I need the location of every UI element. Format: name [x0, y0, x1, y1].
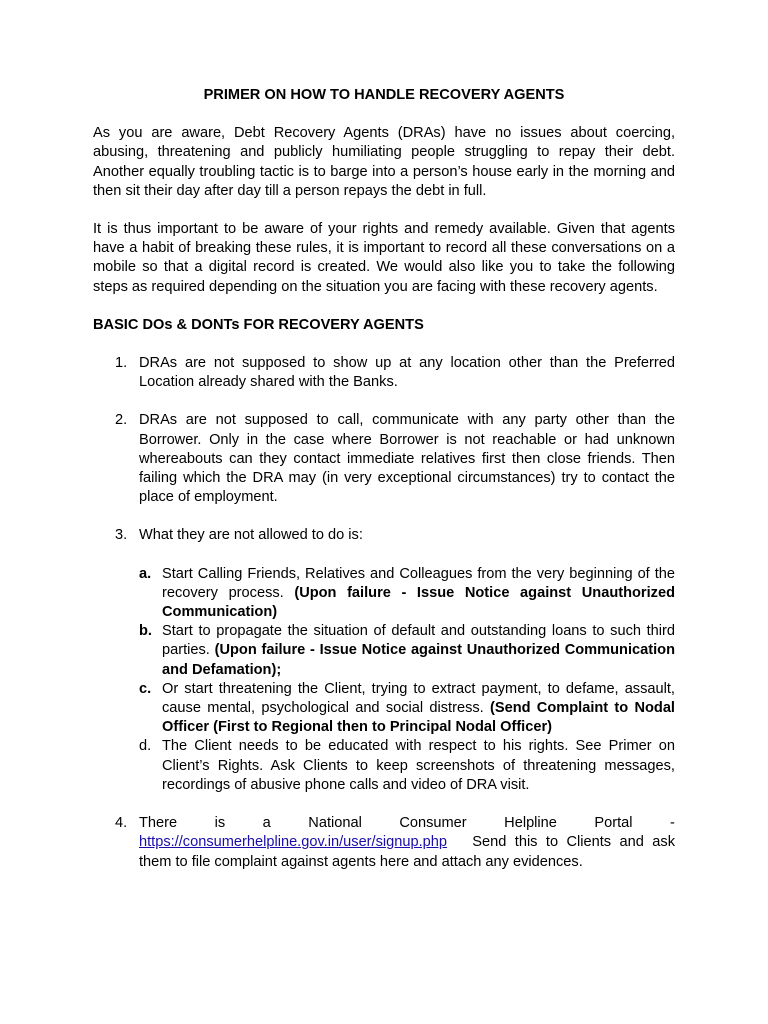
word: Consumer [399, 815, 467, 832]
list-item-1 [93, 354, 675, 392]
sub-item-b [139, 622, 675, 680]
helpline-continuation [139, 833, 680, 871]
sub-item-text: Start Calling Friends, Relatives and Colleagues from the very beginning of the recovery process. [162, 565, 675, 601]
intro-paragraph-2: It is thus important to be aware of your rights and remedy available. Given that agents have a habit of breaking these rules, it is important to record all these conversations on a mobile so that a digital record is created. We would also like you to take the following steps as required depending on the situation you are facing with these recovery agents. [93, 221, 675, 295]
list-item-2 [93, 411, 675, 507]
list-item-number: 4. [115, 815, 128, 832]
sub-item-text: Or start threatening the Client, trying to extract payment, to defame, assault, cause mental, psychological and social distress. [162, 680, 675, 717]
consumer-helpline-link[interactable]: https://consumerhelpline.gov.in/user/signup.php [139, 834, 448, 851]
word: is [214, 815, 226, 832]
list-item-text: DRAs are not supposed to call, communicate with any party other than the Borrower. Only in the case where Borrower is not reachable or had unknown whereabouts can they contact immediate relatives first then close friends. Then failing which the DRA may (in very exceptional circumstances) try to contact the place of employment. [139, 412, 675, 506]
list-item-number: 2. [115, 412, 128, 429]
word: a [262, 815, 271, 832]
list-item-4 [93, 814, 680, 872]
sub-item-letter: d. [139, 738, 152, 755]
list-item-text: DRAs are not supposed to show up at any location other than the Preferred Location already shared with the Banks. [139, 355, 675, 391]
list-item-number: 1. [115, 355, 128, 372]
sub-item-remedy: (Upon failure - Issue Notice against Unauthorized Communication) [162, 584, 675, 621]
word: There [139, 815, 178, 832]
word: Helpline [504, 815, 557, 832]
sub-item-c [139, 680, 675, 738]
section-heading: BASIC DOs & DONTs FOR RECOVERY AGENTS [93, 316, 424, 333]
sub-item-letter: b. [139, 623, 152, 640]
list-item-number: 3. [115, 527, 128, 544]
sub-item-remedy: (Send Complaint to Nodal Officer (First to Regional then to Principal Nodal Officer) [162, 700, 675, 736]
list-item-3 [93, 526, 675, 795]
sub-item-remedy: (Upon failure - Issue Notice against Unauthorized Communication and Defamation); [162, 642, 675, 678]
sub-item-a [139, 565, 675, 623]
sub-item-text: Start to propagate the situation of default and outstanding loans to such third parties. [162, 623, 675, 659]
sub-item-d [139, 737, 675, 795]
sub-item-letter: c. [139, 680, 152, 697]
word: Portal [594, 815, 633, 832]
word: - [670, 815, 675, 832]
helpline-line [139, 814, 675, 833]
list-item-text [139, 814, 680, 872]
word: National [308, 815, 362, 832]
sub-item-text: The Client needs to be educated with respect to his rights. See Primer on Client’s Rights. Ask Clients to keep screenshots of threatening messages, recordings of abusive phone calls and video of DRA visit. [162, 738, 675, 793]
prohibited-actions-list [139, 565, 675, 795]
document-title: PRIMER ON HOW TO HANDLE RECOVERY AGENTS [203, 87, 565, 103]
sub-item-letter: a. [139, 565, 152, 582]
document-page [93, 86, 680, 891]
intro-paragraph-1: As you are aware, Debt Recovery Agents (DRAs) have no issues about coercing, abusing, threatening and publicly humiliating people struggling to repay their debt. Another equally troubling tactic is to barge into a person’s house early in the morning and then sit their day after day till a person repays the debt in full. [93, 125, 675, 199]
rules-list [93, 354, 680, 872]
helpline-instruction: Send this to Clients and ask them to file complaint against agents here and attach any evidences. [139, 834, 680, 870]
list-item-text: What they are not allowed to do is: [139, 527, 363, 544]
